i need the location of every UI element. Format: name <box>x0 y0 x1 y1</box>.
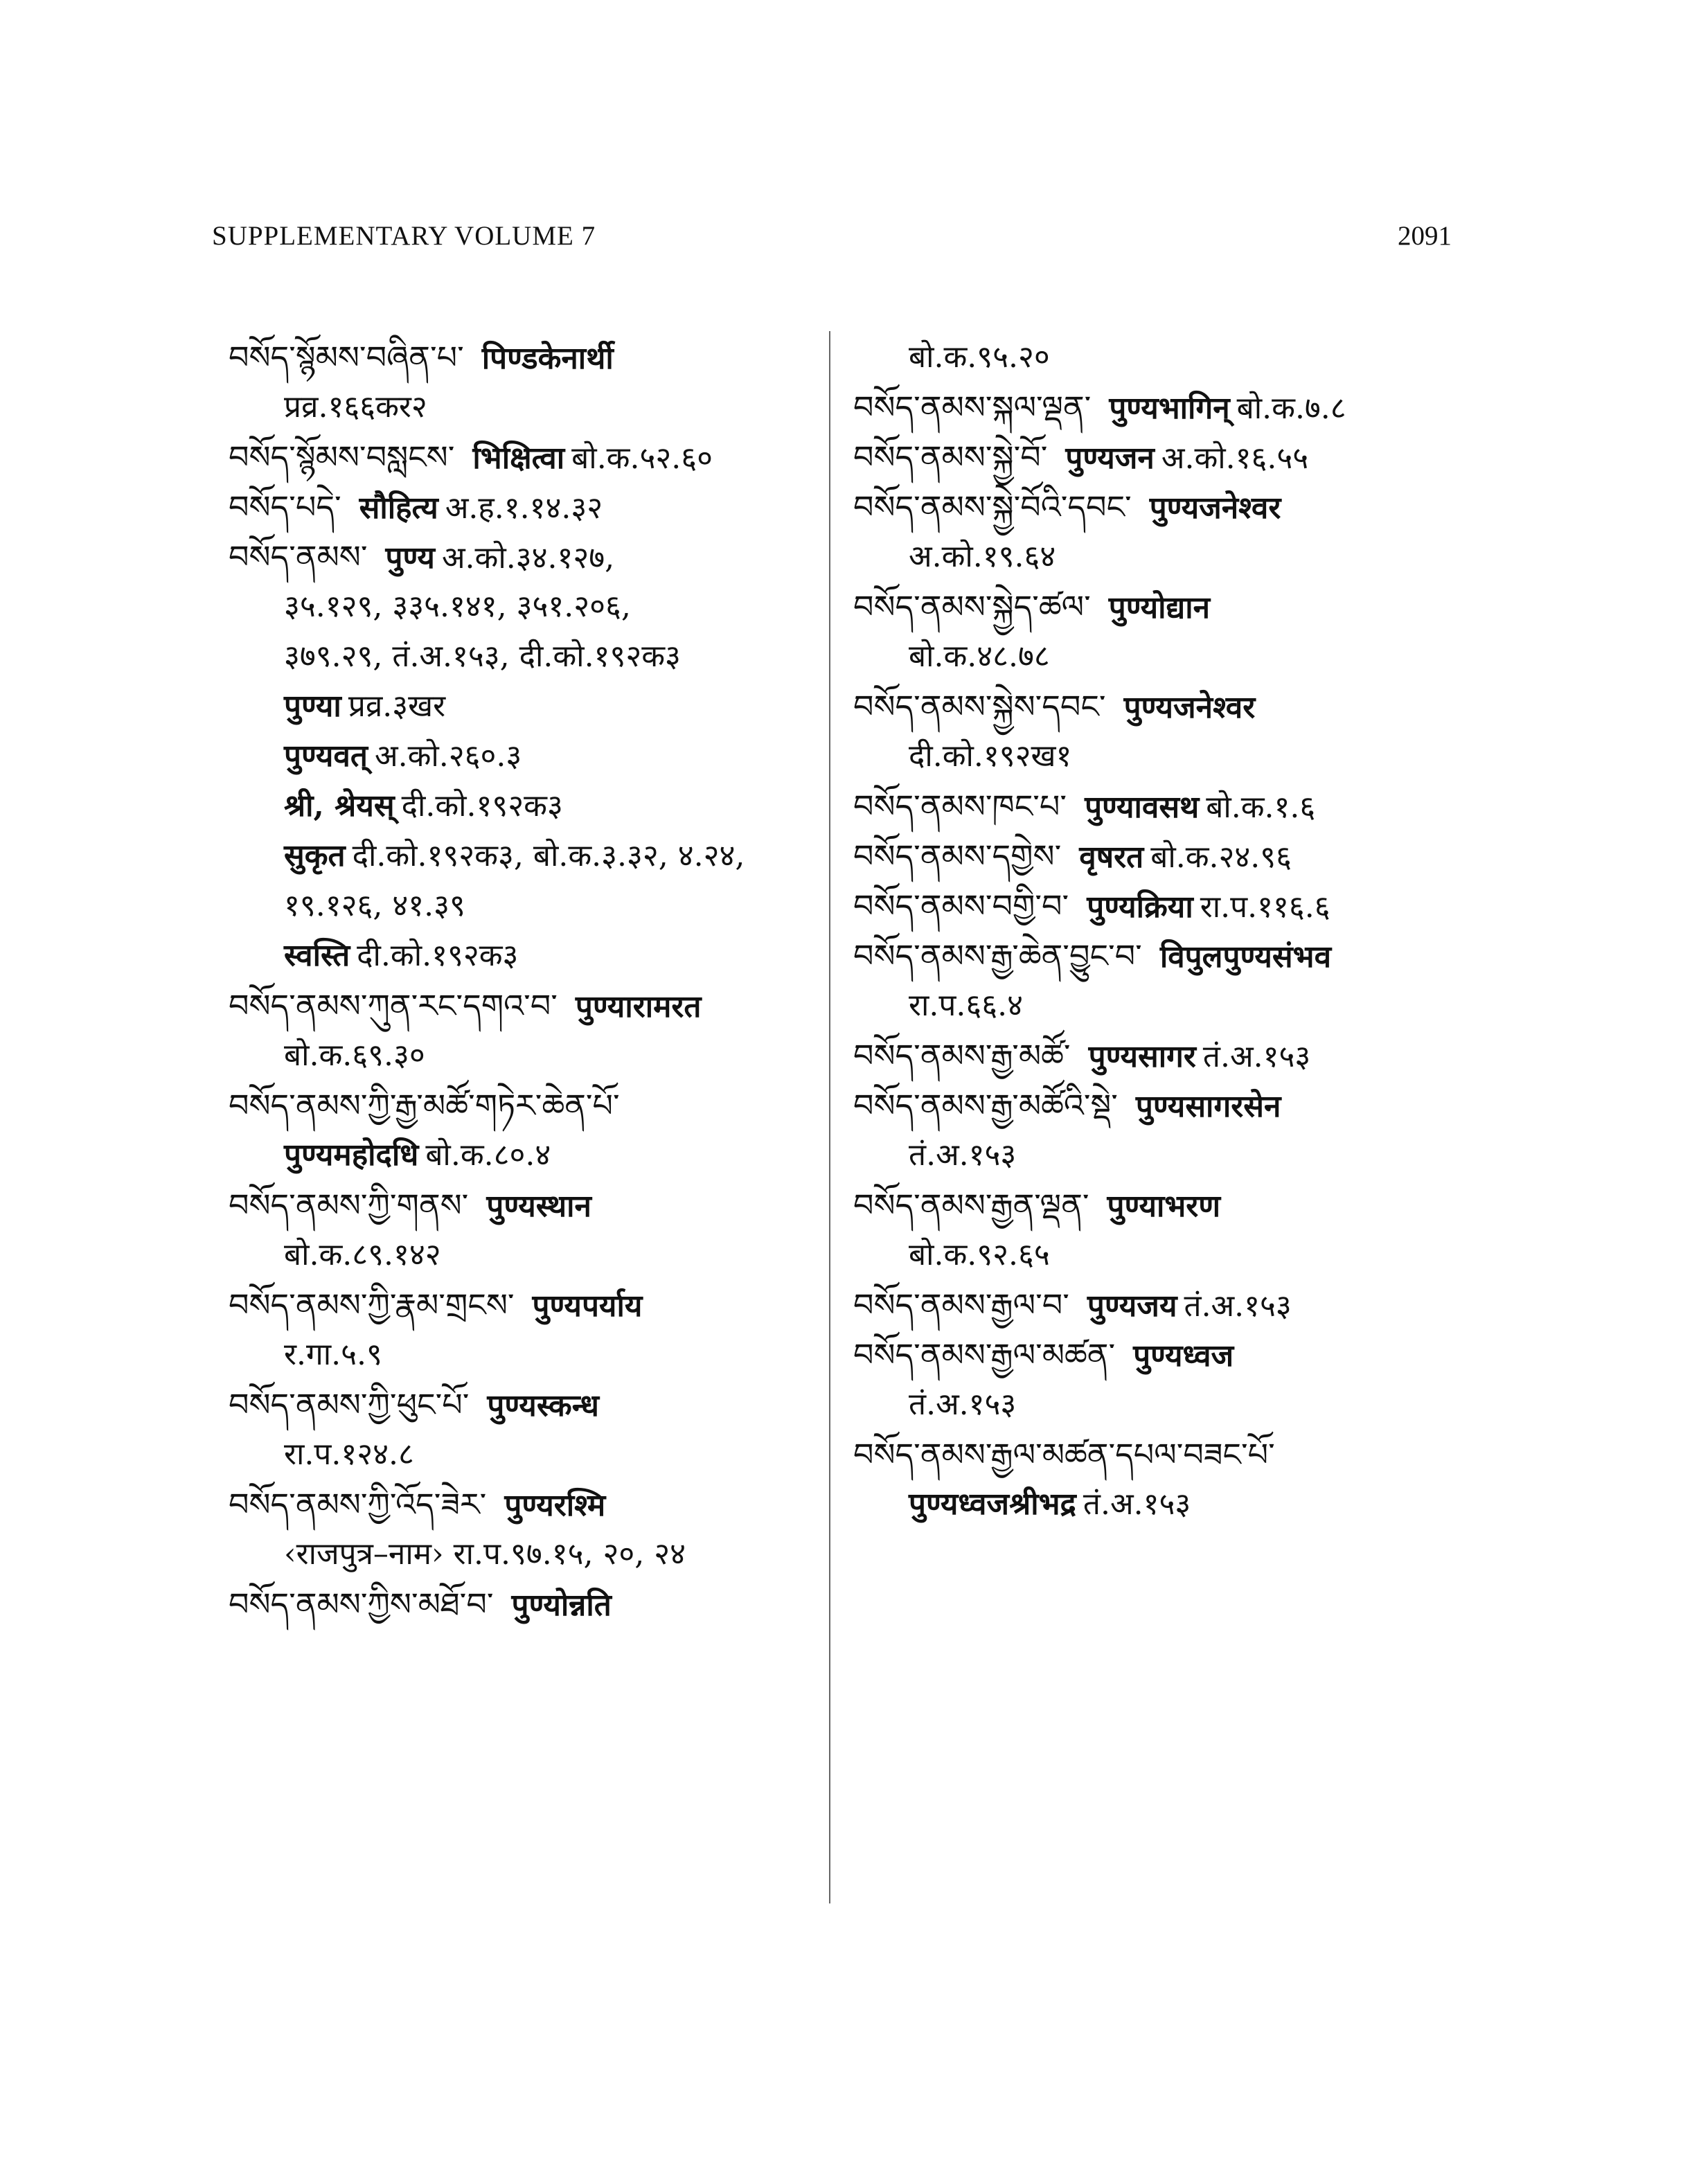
sanskrit-subentry <box>229 1130 817 1180</box>
dictionary-entry <box>853 1330 1463 1380</box>
reference-continuation <box>853 632 1463 682</box>
source-reference: अ.को.१९.६४ <box>909 539 1056 574</box>
page-header <box>212 220 1452 262</box>
source-reference: दी.को.१९२क३ <box>357 938 519 973</box>
tibetan-headword: བསོད་སྙོམས་བསླངས་ <box>229 438 455 476</box>
tibetan-headword: བསོད་ནམས་རྒྱན་ལྡན་ <box>853 1187 1089 1224</box>
tibetan-headword: བསོད་ནམས་རྒྱ་མཚོ་ <box>853 1037 1071 1074</box>
sanskrit-equivalent: पुण्योन्नति <box>511 1588 612 1623</box>
right-column <box>853 332 1463 1529</box>
dictionary-entry <box>229 1081 817 1130</box>
dictionary-entry <box>229 332 817 382</box>
source-reference: अ.ह.१.१४.३२ <box>445 490 603 526</box>
dictionary-entry <box>853 1430 1463 1480</box>
source-reference: ‹राजपुत्र–नाम› रा.प.९७.१५, २०, २४ <box>284 1536 686 1572</box>
reference-continuation <box>853 332 1463 382</box>
sanskrit-equivalent: भिक्षित्वा <box>472 441 565 476</box>
source-reference: तं.अ.१५३ <box>909 1387 1017 1422</box>
source-reference: रा.प.१२४.८ <box>284 1437 414 1472</box>
sanskrit-subentry <box>229 831 817 881</box>
sanskrit-equivalent: पुण्यजनेश्वर <box>1123 690 1256 725</box>
dictionary-entry <box>853 781 1463 831</box>
sanskrit-equivalent: सौहित्य <box>359 490 438 526</box>
source-reference: बो.क.६९.३० <box>284 1038 425 1073</box>
tibetan-headword: བསོད་ནམས་དགྱེས་ <box>853 837 1062 875</box>
sanskrit-equivalent: पुण्यमहोदधि <box>284 1137 419 1173</box>
dictionary-entry <box>853 1280 1463 1330</box>
source-reference: तं.अ.१५३ <box>909 1137 1017 1173</box>
source-reference: तं.अ.१५३ <box>1202 1039 1311 1074</box>
sanskrit-equivalent: श्री, श्रेयस् <box>284 788 395 824</box>
sanskrit-subentry <box>229 682 817 731</box>
tibetan-headword: བསོད་སྙོམས་བཞིན་པ་ <box>229 339 464 376</box>
dictionary-entry <box>853 382 1463 432</box>
dictionary-entry <box>853 482 1463 532</box>
tibetan-headword: བསོད་ནམས་སྐྱེ་བོ་ <box>853 438 1048 476</box>
tibetan-headword: བསོད་ནམས་རྒྱལ་མཚན་དཔལ་བཟང་པོ་ <box>853 1436 1275 1473</box>
source-reference: अ.को.३४.१२७, <box>441 540 615 576</box>
dictionary-entry <box>229 981 817 1031</box>
tibetan-headword: བསོད་ནམས་སྐྱེ་བོའི་དབང་ <box>853 488 1132 526</box>
dictionary-entry <box>229 1579 817 1629</box>
reference-continuation <box>853 981 1463 1031</box>
source-reference: ३५.१२९, ३३५.१४१, ३५१.२०६, <box>284 589 631 624</box>
sanskrit-equivalent: पुण्याभरण <box>1107 1189 1221 1224</box>
page-number: 2091 <box>1398 221 1452 251</box>
reference-continuation <box>229 382 817 432</box>
source-reference: प्रव्र.३खर <box>348 689 446 724</box>
left-column <box>229 332 817 1629</box>
tibetan-headword: བསོད་ནམས་སྐལ་ལྡན་ <box>853 389 1092 426</box>
tibetan-headword: བསོད་ནམས་ཀྱི་རྣམ་གྲངས་ <box>229 1286 515 1324</box>
source-reference: तं.अ.१५३ <box>1184 1288 1292 1324</box>
reference-continuation <box>229 1330 817 1380</box>
reference-continuation <box>229 1529 817 1579</box>
source-reference: दी.को.१९२ख१ <box>909 738 1072 774</box>
sanskrit-equivalent: पुण्यस्कन्ध <box>487 1388 599 1423</box>
tibetan-headword: བསོད་ནམས་རྒྱ་མཚོའི་སྡེ་ <box>853 1087 1118 1124</box>
reference-continuation <box>229 1230 817 1280</box>
source-reference: प्रव्र.१६६कर२ <box>284 389 427 425</box>
tibetan-headword: བསོད་ནམས་སྐྱེས་དབང་ <box>853 688 1106 725</box>
reference-continuation <box>229 1430 817 1480</box>
dictionary-entry <box>229 1280 817 1330</box>
tibetan-headword: བསོད་ནམས་བགྱི་བ་ <box>853 887 1069 925</box>
source-reference: बो.क.१.६ <box>1206 790 1316 825</box>
sanskrit-equivalent: वृषरत <box>1079 840 1144 875</box>
tibetan-headword: བསོད་ནམས་ཀུན་རང་དགའ་བ་ <box>229 987 558 1024</box>
tibetan-headword: བསོད་ནམས་སྐྱེད་ཚལ་ <box>853 588 1091 625</box>
sanskrit-equivalent: पिण्डकेनार्थी <box>481 341 614 376</box>
sanskrit-equivalent: पुण्य <box>385 540 435 576</box>
source-reference: अ.को.१६.५५ <box>1161 441 1309 476</box>
sanskrit-equivalent: विपुलपुण्यसंभव <box>1159 939 1332 975</box>
tibetan-headword: བསོད་ནམས་ཀྱི་རྒྱ་མཚོ་གཏེར་ཆེན་པོ་ <box>229 1087 620 1124</box>
dictionary-entry <box>229 1180 817 1230</box>
reference-continuation <box>229 582 817 632</box>
tibetan-headword: བསོད་ནམས་ཁང་པ་ <box>853 788 1067 825</box>
sanskrit-equivalent: पुण्योद्यान <box>1108 590 1211 625</box>
dictionary-entry <box>853 881 1463 931</box>
dictionary-entry <box>229 1480 817 1529</box>
reference-continuation <box>853 532 1463 582</box>
running-title: SUPPLEMENTARY VOLUME 7 <box>212 221 596 251</box>
dictionary-entry <box>229 1380 817 1430</box>
sanskrit-equivalent: पुण्यारामरत <box>575 989 702 1024</box>
sanskrit-equivalent: पुण्यपर्याय <box>532 1288 643 1324</box>
sanskrit-equivalent: पुण्यक्रिया <box>1087 889 1193 925</box>
dictionary-entry <box>229 532 817 582</box>
source-reference: बो.क.७.८ <box>1236 391 1346 426</box>
source-reference: रा.प.११६.६ <box>1200 889 1330 925</box>
dictionary-entry <box>853 931 1463 981</box>
source-reference: बो.क.५२.६० <box>571 441 713 476</box>
source-reference: ३७९.२९, तं.अ.१५३, दी.को.१९२क३ <box>284 639 681 674</box>
tibetan-headword: བསོད་ནམས་རྒྱ་ཆེན་བྱུང་བ་ <box>853 937 1142 975</box>
sanskrit-equivalent: पुण्यावसथ <box>1085 790 1200 825</box>
source-reference: १९.१२६, ४१.३९ <box>284 888 465 923</box>
sanskrit-equivalent: पुण्यध्वज <box>1133 1338 1234 1374</box>
tibetan-headword: བསོད་ནམས་ <box>229 538 368 576</box>
sanskrit-equivalent: पुण्यसागरसेन <box>1135 1089 1281 1124</box>
column-divider <box>829 331 830 1903</box>
tibetan-headword: བསོད་ནམས་རྒྱལ་བ་ <box>853 1286 1069 1324</box>
source-reference: बो.क.४८.७८ <box>909 639 1050 674</box>
sanskrit-equivalent: पुण्यभागिन् <box>1109 391 1230 426</box>
dictionary-entry <box>853 582 1463 632</box>
source-reference: अ.को.२६०.३ <box>374 738 522 774</box>
reference-continuation <box>229 881 817 931</box>
source-reference: बो.क.९५.२० <box>909 339 1050 375</box>
reference-continuation <box>853 1380 1463 1430</box>
sanskrit-equivalent: पुण्यध्वजश्रीभद्र <box>909 1486 1076 1522</box>
reference-continuation <box>853 1230 1463 1280</box>
dictionary-entry <box>229 482 817 532</box>
sanskrit-equivalent: पुण्यस्थान <box>486 1189 591 1224</box>
reference-continuation <box>853 1130 1463 1180</box>
source-reference: बो.क.८९.१४२ <box>284 1237 441 1272</box>
source-reference: दी.को.१९२क३ <box>401 788 563 824</box>
reference-continuation <box>853 731 1463 781</box>
sanskrit-equivalent: पुण्यरश्मि <box>504 1488 606 1523</box>
dictionary-entry <box>853 1180 1463 1230</box>
sanskrit-equivalent: स्वस्ति <box>284 938 350 973</box>
sanskrit-subentry <box>229 731 817 781</box>
reference-continuation <box>229 632 817 682</box>
dictionary-entry <box>853 1081 1463 1130</box>
tibetan-headword: བསོད་ནམས་ཀྱིས་མཐོ་བ་ <box>229 1586 494 1623</box>
sanskrit-equivalent: पुण्यवत् <box>284 738 368 774</box>
sanskrit-equivalent: पुण्यजन <box>1065 441 1155 476</box>
sanskrit-subentry <box>229 781 817 831</box>
source-reference: तं.अ.१५३ <box>1083 1486 1191 1522</box>
source-reference: र.गा.५.९ <box>284 1337 382 1372</box>
sanskrit-equivalent: पुण्या <box>284 689 341 724</box>
source-reference: बो.क.९२.६५ <box>909 1237 1050 1272</box>
sanskrit-equivalent: पुण्यजय <box>1087 1288 1177 1324</box>
sanskrit-equivalent: पुण्यसागर <box>1088 1039 1196 1074</box>
dictionary-entry <box>229 432 817 482</box>
source-reference: दी.को.१९२क३, बो.क.३.३२, ४.२४, <box>352 838 745 873</box>
sanskrit-subentry <box>853 1480 1463 1529</box>
tibetan-headword: བསོད་ནམས་ཀྱི་གནས་ <box>229 1187 469 1224</box>
tibetan-headword: བསོད་ནམས་རྒྱལ་མཚན་ <box>853 1336 1116 1374</box>
dictionary-entry <box>853 432 1463 482</box>
dictionary-entry <box>853 1031 1463 1081</box>
tibetan-headword: བསོད་པདེ་ <box>229 488 341 526</box>
source-reference: बो.क.८०.४ <box>425 1137 551 1173</box>
sanskrit-equivalent: सुकृत <box>284 838 346 873</box>
source-reference: रा.प.६६.४ <box>909 988 1023 1023</box>
reference-continuation <box>229 1031 817 1081</box>
tibetan-headword: བསོད་ནམས་ཀྱི་ཕུང་པོ་ <box>229 1386 470 1423</box>
source-reference: बो.क.२४.९६ <box>1150 840 1292 875</box>
dictionary-entry <box>853 831 1463 881</box>
tibetan-headword: བསོད་ནམས་ཀྱི་འོད་ཟེར་ <box>229 1486 487 1523</box>
sanskrit-equivalent: पुण्यजनेश्वर <box>1149 490 1281 526</box>
dictionary-entry <box>853 682 1463 731</box>
sanskrit-subentry <box>229 931 817 981</box>
